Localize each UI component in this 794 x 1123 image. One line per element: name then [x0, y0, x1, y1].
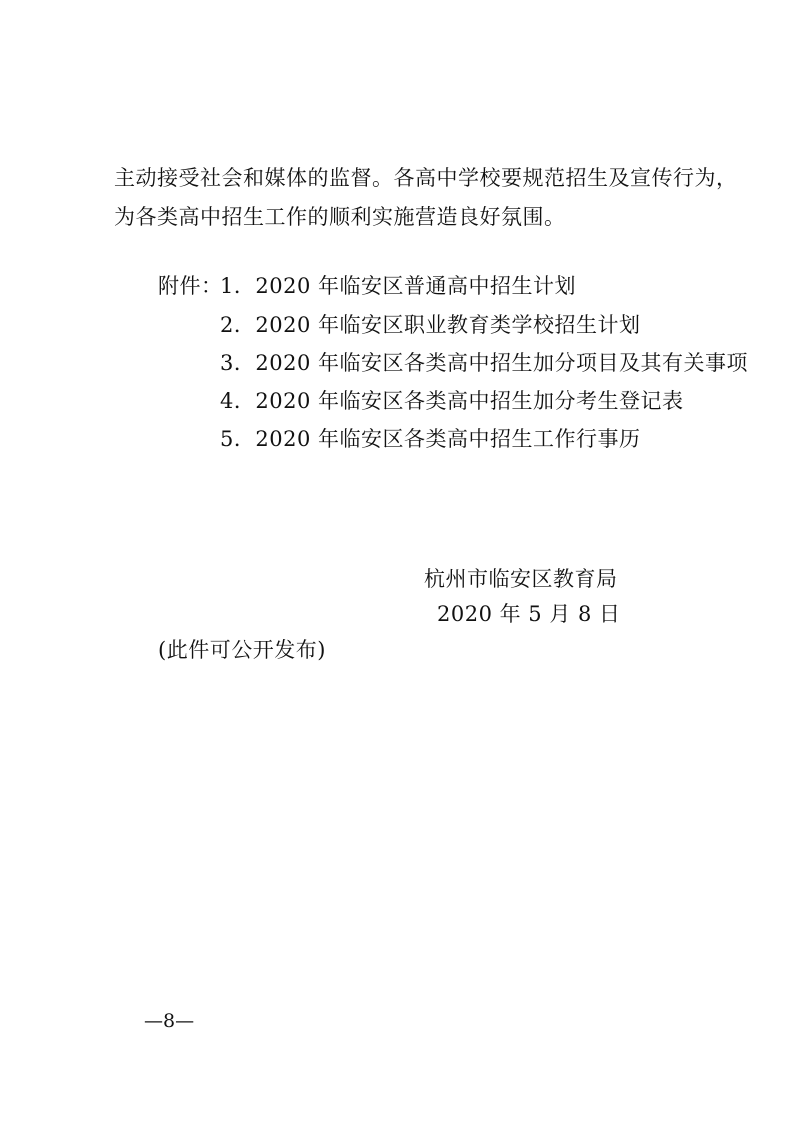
body-paragraph-line-1: 主动接受社会和媒体的监督。各高中学校要规范招生及宣传行为， [114, 166, 738, 190]
attachment-item-1: 1．2020 年临安区普通高中招生计划 [220, 274, 576, 298]
body-paragraph-line-2: 为各类高中招生工作的顺利实施营造良好氛围。 [114, 205, 566, 229]
attachments-label: 附件： [158, 274, 223, 298]
attachment-item-4: 4．2020 年临安区各类高中招生加分考生登记表 [220, 389, 684, 413]
attachment-item-2: 2．2020 年临安区职业教育类学校招生计划 [220, 313, 641, 337]
issue-date: 2020 年 5 月 8 日 [437, 602, 621, 626]
publication-note: (此件可公开发布) [158, 638, 326, 662]
page-number: —8— [144, 1010, 195, 1032]
attachment-item-5: 5．2020 年临安区各类高中招生工作行事历 [220, 427, 641, 451]
attachment-item-3: 3．2020 年临安区各类高中招生加分项目及其有关事项 [220, 351, 748, 375]
issuing-organization: 杭州市临安区教育局 [424, 567, 618, 591]
